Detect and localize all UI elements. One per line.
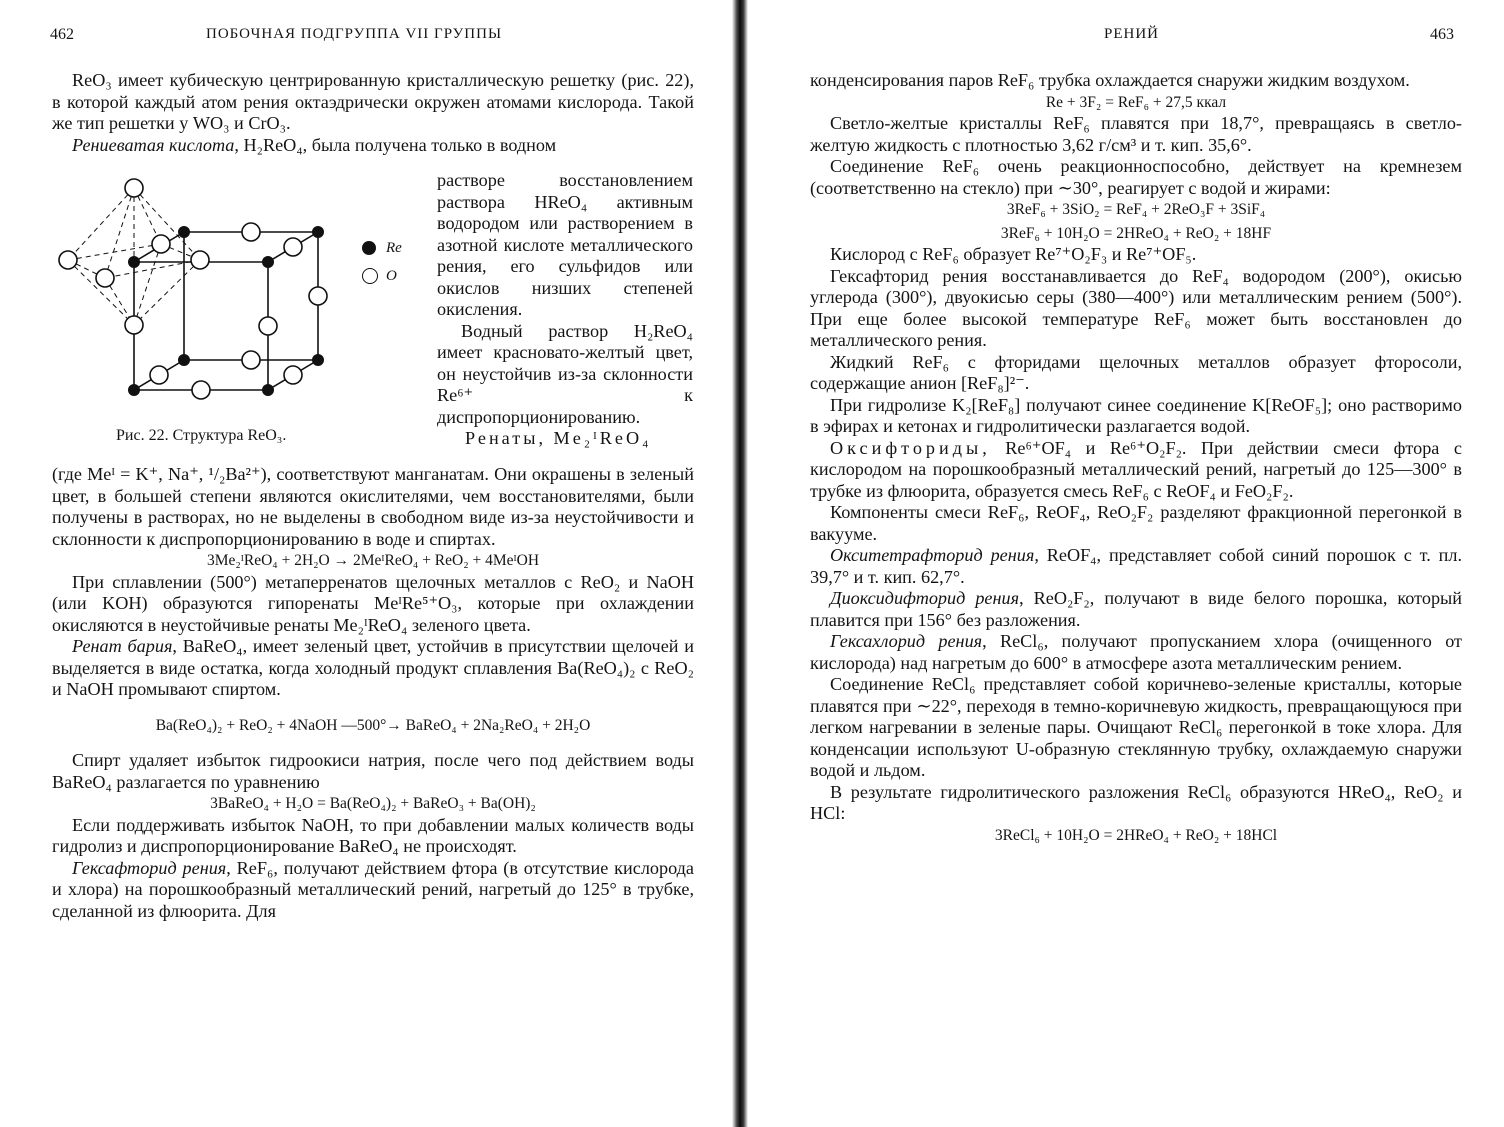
open-circle-icon: [362, 268, 378, 284]
alcohol-paragraph: Спирт удаляет избыток гидроокиси натрия, после чего под действием воды BaReO₄ разлагается по уравнению: [52, 750, 694, 792]
barium-text: , BaReO₄, имеет зеленый цвет, устойчив в присутствии щелочей и выделяется в виде остатка, когда холодный продукт сплавления Ba(ReO₄)₂ с ReO₂ и NaOH промывают спиртом.: [52, 636, 694, 699]
wrap-paragraph-1: растворе восстановлением раствора HReO₄ активным водородом или растворением в азотной кислоте металлического рения, его сульфидов или окислов низших степеней окисления.: [437, 170, 693, 319]
reduction-paragraph: Гексафторид рения восстанавливается до ReF₄ водородом (200°), окисью углерода (300°), двуокисью серы (380—400°) или металлическим рением (500°). При еще более высокой температуре ReF₆ может быть восстановлен до металлического рения.: [810, 265, 1462, 350]
equation-r3: 3ReF₆ + 10H₂O = 2HReO₄ + ReO₂ + 18HF: [1000, 224, 1272, 242]
crystals-paragraph: Светло-желтые кристаллы ReF₆ плавятся при 18,7°, превращаясь в светло-желтую жидкость с плотностью 3,62 г/см³ и т. кип. 35,6°.: [810, 113, 1462, 155]
right-running-head: РЕНИЙ: [1104, 26, 1160, 42]
dioxydifluoride-title: Диоксидифторид рения: [830, 588, 1020, 608]
oxytetrafluoride-text: , ReOF₄, представляет собой синий порошок с т. пл. 39,7° и т. кип. 62,7°.: [810, 545, 1462, 587]
dioxydifluoride-paragraph: [810, 588, 1462, 631]
hexachloride-title: Гексахлорид рения: [830, 631, 983, 651]
left-main-block: [52, 464, 694, 922]
hexafluoride-paragraph: [52, 858, 694, 923]
legend-row-o: [362, 262, 432, 290]
legend-o-label: O: [386, 267, 397, 284]
hexachloride-text: , ReCl₆, получают пропусканием хлора (очищенного от кислорода) над нагретым до 600° в атмосфере азота металлическим рением.: [810, 631, 1462, 673]
hexafluoride-title: Гексафторид рения: [72, 857, 227, 878]
figure-legend: [362, 234, 432, 294]
equation-r2: 3ReF₆ + 3SiO₂ = ReF₄ + 2ReO₃F + 3SiF₄: [1006, 201, 1266, 218]
right-page: [750, 0, 1504, 1127]
left-page: [0, 0, 735, 1127]
barium-paragraph: [52, 636, 694, 701]
filled-circle-icon: [362, 241, 376, 255]
oxyfluorides-title: Оксифториды,: [830, 437, 991, 458]
right-page-number: 463: [1430, 26, 1454, 43]
oxyfluorides-text: Re⁶⁺OF₄ и Re⁶⁺O₂F₂. При действии смеси фтора с кислородом на порошкообразный металлический рений, нагретый до 125—300° в трубке из флюорита, образуется смесь ReF₆ с ReOF₄ и FeO₂F₂.: [810, 437, 1462, 501]
decomposition-paragraph: В результате гидролитического разложения ReCl₆ образуются HReO₄, ReO₂ и HCl:: [810, 781, 1462, 823]
acid-title: Рениеватая кислота: [72, 134, 235, 155]
condensing-paragraph: конденсирования паров ReF₆ трубка охлаждается снаружи жидким воздухом.: [810, 70, 1410, 90]
figure-caption: Рис. 22. Структура ReO₃.: [116, 427, 287, 444]
fusion-paragraph: При сплавлении (500°) метаперренатов щелочных металлов с ReO₂ и NaOH (или KOH) образуются гипоренаты MeᴵRe⁵⁺O₃, которые при охлаждении окисляются в неустойчивые ренаты Me₂ᴵReO₄ зеленого цвета.: [52, 571, 694, 635]
left-intro-block: [52, 70, 694, 156]
rhenates-paragraph: (где Meᴵ = K⁺, Na⁺, ¹/₂Ba²⁺), соответствуют манганатам. Они окрашены в зеленый цвет, в большей степени являются окислителями, чем восстановителями, были получены в растворах, но не выделены в свободном виде из-за неустойчивости и склонности к диспропорционированию в воде и спиртах.: [52, 464, 694, 549]
acid-lead: , H₂ReO₄, была получена только в водном: [234, 134, 557, 155]
legend-row-re: [362, 234, 432, 262]
equation-r1: Re + 3F₂ = ReF₆ + 27,5 ккал: [1045, 93, 1227, 111]
figure-wrap-text: [437, 170, 693, 450]
oxyfluorides-paragraph: [810, 438, 1462, 503]
wrap-rhenates-lead: Ренаты, Me₂ᴵReO₄: [465, 428, 652, 448]
hydrolysis-paragraph: При гидролизе K₂[ReF₈] получают синее соединение K[ReOF₅]; оно растворимо в эфирах и кетонах и гидролитически разлагается водой.: [810, 394, 1462, 436]
equation-1: 3Me₂ᴵReO₄ + 2H₂O → 2MeᴵReO₄ + ReO₂ + 4MeᴵOH: [206, 552, 540, 569]
fluorosalts-paragraph: Жидкий ReF₆ с фторидами щелочных металлов образует фторосоли, содержащие анион [ReF₈]²⁻.: [810, 351, 1462, 393]
acid-paragraph: [52, 135, 694, 157]
left-running-head: ПОБОЧНАЯ ПОДГРУППА VII ГРУППЫ: [206, 26, 503, 42]
hexafluoride-text: , ReF₆, получают действием фтора (в отсутствие кислорода и хлора) на порошкообразный металлический рений, нагретый до 125° в трубке, сделанной из флюорита. Для: [52, 857, 694, 921]
equation-3: 3BaReO₄ + H₂O = Ba(ReO₄)₂ + BaReO₃ + Ba(OH)₂: [210, 795, 536, 812]
right-main-block: [810, 70, 1462, 846]
reactivity-paragraph: Соединение ReF₆ очень реакционноспособно, действует на кремнезем (соответственно на стекло) при ∼30°, реагирует с водой и жирами:: [810, 156, 1462, 198]
separation-paragraph: Компоненты смеси ReF₆, ReOF₄, ReO₂F₂ разделяют фракционной перегонкой в вакууме.: [810, 502, 1462, 544]
wrap-paragraph-2: Водный раствор H₂ReO₄ имеет красновато-желтый цвет, он неустойчив из-за склонности Re⁶⁺ к диспропорционированию.: [437, 320, 693, 427]
equation-r4: 3ReCl₆ + 10H₂O = 2HReO₄ + ReO₂ + 18HCl: [994, 826, 1278, 844]
barium-title: Ренат бария: [72, 636, 173, 656]
oxytetrafluoride-title: Окситетрафторид рения: [830, 545, 1035, 565]
book-spine: [732, 0, 748, 1127]
left-page-number: 462: [50, 26, 74, 43]
legend-re-label: Re: [386, 239, 402, 256]
oxygen-paragraph: Кислород с ReF₆ образует Re⁷⁺O₂F₃ и Re⁷⁺OF₅.: [830, 244, 1197, 264]
equation-2: Ba(ReO₄)₂ + ReO₂ + 4NaOH —500°→ BaReO₄ + 2Na₂ReO₄ + 2H₂O: [155, 716, 591, 734]
intro-paragraph: ReO₃ имеет кубическую центрированную кристаллическую решетку (рис. 22), в которой каждый атом рения октаэдрически окружен атомами кислорода. Такой же тип решетки у WO₃ и CrO₃.: [52, 70, 694, 133]
naoh-paragraph: Если поддерживать избыток NaOH, то при добавлении малых количеств воды гидролиз и диспропорционирование BaReO₄ не происходят.: [52, 814, 694, 856]
hexachloride-paragraph: [810, 631, 1462, 674]
reo3-structure-figure: [50, 170, 340, 410]
oxytetrafluoride-paragraph: [810, 545, 1462, 588]
dioxydifluoride-text: , ReO₂F₂, получают в виде белого порошка, который плавится при 156° без разложения.: [810, 588, 1463, 630]
recl6-paragraph: Соединение ReCl₆ представляет собой коричнево-зеленые кристаллы, которые плавятся при ∼22°, переходя в темно-коричневую жидкость, превращающуюся при легком нагревании в зеленые пары. Очищают ReCl₆ перегонкой в токе хлора. Для конденсации используют U-образную стеклянную трубку, охлаждаемую снаружи водой и льдом.: [810, 674, 1462, 780]
